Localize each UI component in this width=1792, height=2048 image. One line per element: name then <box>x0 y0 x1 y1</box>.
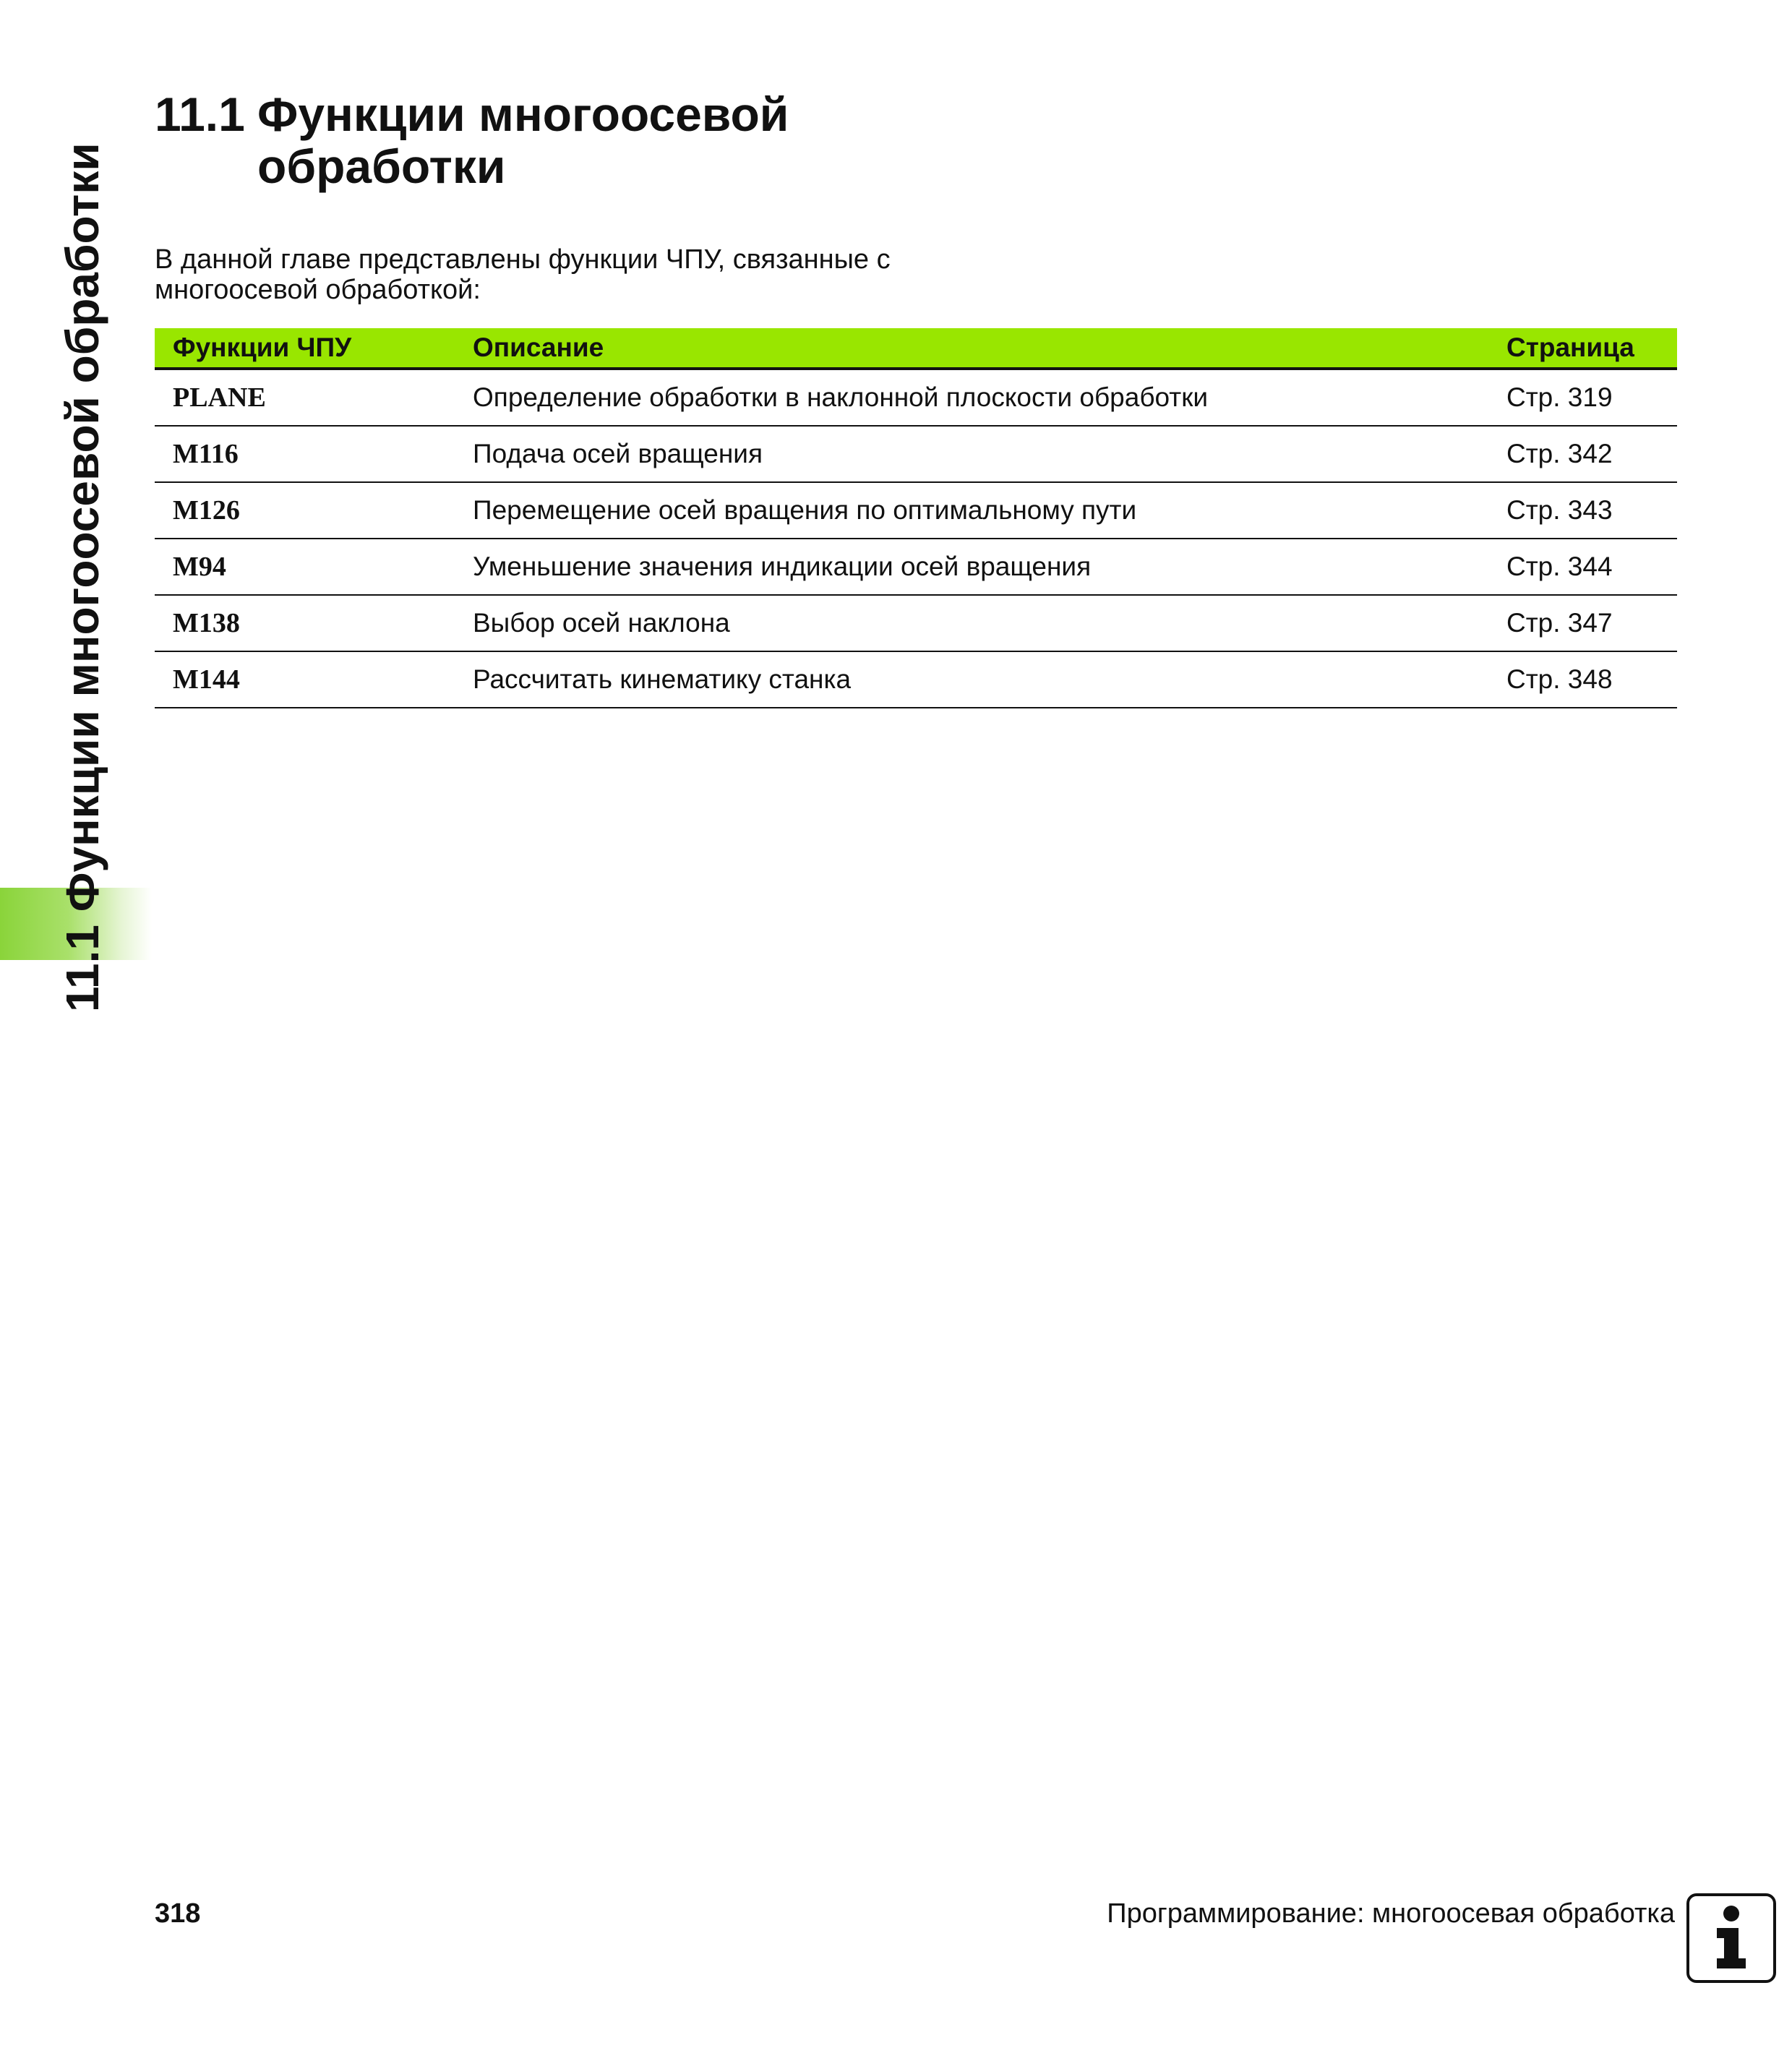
side-tab-title: 11.1 Функции многоосевой обработки <box>56 142 108 1012</box>
intro-paragraph: В данной главе представлены функции ЧПУ, связанные с многоосевой обработкой: <box>155 244 891 305</box>
table-row <box>155 482 1677 539</box>
section-number: 11.1 <box>155 87 245 141</box>
row-function: M138 <box>155 595 473 651</box>
table-row <box>155 426 1677 482</box>
functions-table <box>155 328 1677 708</box>
table-row <box>155 539 1677 595</box>
row-description: Определение обработки в наклонной плоскости обработки <box>473 369 1506 426</box>
row-function: M144 <box>155 651 473 708</box>
table-row <box>155 595 1677 651</box>
section-heading <box>155 88 789 192</box>
row-function: M126 <box>155 482 473 539</box>
section-title-line2: обработки <box>257 140 506 193</box>
table-row <box>155 369 1677 426</box>
page-number: 318 <box>155 1898 201 1929</box>
section-title-line1: Функции многоосевой <box>257 87 789 141</box>
header-description: Описание <box>473 328 1506 369</box>
table-header-row <box>155 328 1677 369</box>
header-function: Функции ЧПУ <box>155 328 473 369</box>
row-page-link[interactable]: Стр. 347 <box>1506 595 1677 651</box>
row-function: M94 <box>155 539 473 595</box>
row-description: Подача осей вращения <box>473 426 1506 482</box>
info-icon <box>1686 1893 1776 1983</box>
row-page-link[interactable]: Стр. 319 <box>1506 369 1677 426</box>
row-page-link[interactable]: Стр. 348 <box>1506 651 1677 708</box>
row-description: Уменьшение значения индикации осей вращения <box>473 539 1506 595</box>
header-page: Страница <box>1506 328 1677 369</box>
row-page-link[interactable]: Стр. 343 <box>1506 482 1677 539</box>
row-function: PLANE <box>155 369 473 426</box>
table-row <box>155 651 1677 708</box>
row-function: M116 <box>155 426 473 482</box>
row-description: Перемещение осей вращения по оптимальному пути <box>473 482 1506 539</box>
row-page-link[interactable]: Стр. 344 <box>1506 539 1677 595</box>
footer-title: Программирование: многоосевая обработка <box>1107 1898 1675 1929</box>
row-page-link[interactable]: Стр. 342 <box>1506 426 1677 482</box>
row-description: Выбор осей наклона <box>473 595 1506 651</box>
row-description: Рассчитать кинематику станка <box>473 651 1506 708</box>
